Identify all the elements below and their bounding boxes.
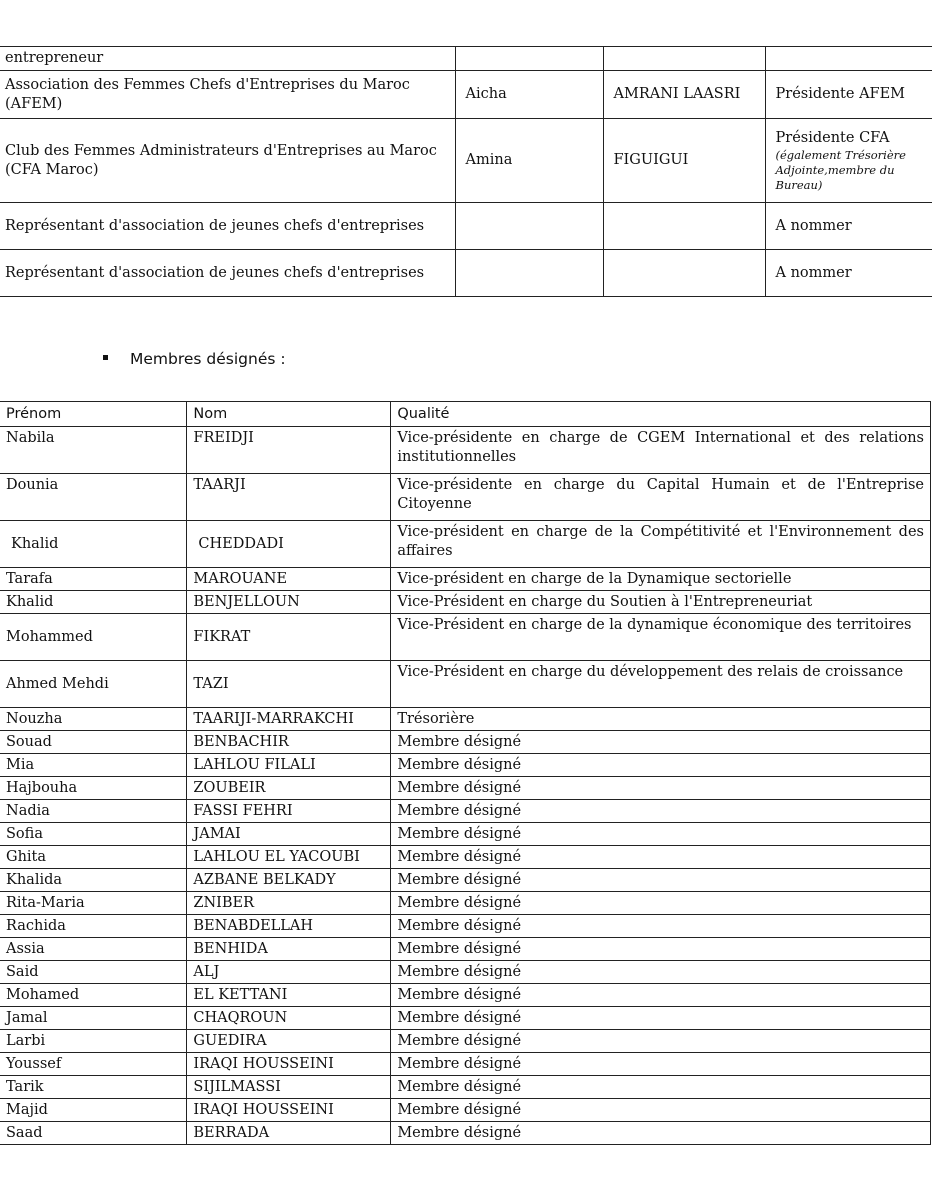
- first-name-cell: Sofia: [0, 823, 187, 846]
- first-name-cell: Jamal: [0, 1007, 187, 1030]
- role-cell: Membre désigné: [391, 915, 931, 938]
- last-name-cell: TAZI: [187, 661, 391, 708]
- section-title: Membres désignés :: [130, 350, 286, 368]
- column-header-role: Qualité: [391, 402, 931, 427]
- first-name-cell: Larbi: [0, 1030, 187, 1053]
- role-cell: Membre désigné: [391, 1030, 931, 1053]
- last-name-cell: GUEDIRA: [187, 1030, 391, 1053]
- table-row: [0, 1053, 931, 1076]
- org-cell: Club des Femmes Administrateurs d'Entreprises au Maroc (CFA Maroc): [0, 119, 455, 203]
- last-name-cell: [603, 47, 765, 71]
- org-cell: Représentant d'association de jeunes chefs d'entreprises: [0, 203, 455, 250]
- table-row: [0, 754, 931, 777]
- role-cell: Membre désigné: [391, 1053, 931, 1076]
- org-cell: Représentant d'association de jeunes chefs d'entreprises: [0, 250, 455, 297]
- last-name-cell: ALJ: [187, 961, 391, 984]
- first-name-cell: Nadia: [0, 800, 187, 823]
- first-name-cell: Nouzha: [0, 708, 187, 731]
- last-name-cell: AZBANE BELKADY: [187, 869, 391, 892]
- last-name-cell: BENBACHIR: [187, 731, 391, 754]
- role-cell: Vice-Président en charge de la dynamique économique des territoires: [391, 614, 931, 661]
- role-cell: Membre désigné: [391, 961, 931, 984]
- first-name-cell: [455, 250, 603, 297]
- first-name-cell: Aicha: [455, 71, 603, 119]
- first-name-cell: Said: [0, 961, 187, 984]
- first-name-cell: Mohamed: [0, 984, 187, 1007]
- table-row: [0, 846, 931, 869]
- first-name-cell: Khalid: [0, 521, 187, 568]
- table-row: [0, 708, 931, 731]
- role-cell: Vice-Président en charge du développement des relais de croissance: [391, 661, 931, 708]
- associations-table: [0, 46, 932, 297]
- table-row: [0, 800, 931, 823]
- first-name-cell: Assia: [0, 938, 187, 961]
- first-name-cell: Majid: [0, 1099, 187, 1122]
- role-cell: Membre désigné: [391, 846, 931, 869]
- role-cell: Vice-présidente en charge de CGEM International et des relations institutionnelles: [391, 427, 931, 474]
- table-row: [0, 731, 931, 754]
- last-name-cell: AMRANI LAASRI: [603, 71, 765, 119]
- last-name-cell: BENJELLOUN: [187, 591, 391, 614]
- table-row: [0, 47, 932, 71]
- table-row: [0, 1099, 931, 1122]
- bullet-icon: [103, 355, 108, 360]
- role-cell: Présidente AFEM: [765, 71, 932, 119]
- table-row: [0, 869, 931, 892]
- last-name-cell: TAARJI: [187, 474, 391, 521]
- role-cell: Membre désigné: [391, 1007, 931, 1030]
- table-row: [0, 1030, 931, 1053]
- last-name-cell: JAMAI: [187, 823, 391, 846]
- first-name-cell: Rita-Maria: [0, 892, 187, 915]
- table-row: [0, 474, 931, 521]
- table-row: [0, 203, 932, 250]
- last-name-cell: SIJILMASSI: [187, 1076, 391, 1099]
- role-cell: Membre désigné: [391, 984, 931, 1007]
- last-name-cell: BERRADA: [187, 1122, 391, 1145]
- table-row: [0, 250, 932, 297]
- first-name-cell: Tarik: [0, 1076, 187, 1099]
- role-title: Présidente CFA: [775, 129, 890, 146]
- first-name-cell: Rachida: [0, 915, 187, 938]
- last-name-cell: IRAQI HOUSSEINI: [187, 1099, 391, 1122]
- role-cell: Membre désigné: [391, 869, 931, 892]
- last-name-cell: FASSI FEHRI: [187, 800, 391, 823]
- header-row: [0, 402, 931, 427]
- role-cell: Vice-président en charge de la Dynamique sectorielle: [391, 568, 931, 591]
- table-row: [0, 427, 931, 474]
- role-cell: Membre désigné: [391, 938, 931, 961]
- last-name-cell: ZOUBEIR: [187, 777, 391, 800]
- role-cell: Membre désigné: [391, 1122, 931, 1145]
- role-cell: [765, 119, 932, 203]
- role-cell: Membre désigné: [391, 1099, 931, 1122]
- role-cell: Membre désigné: [391, 823, 931, 846]
- first-name-cell: Hajbouha: [0, 777, 187, 800]
- table-row: [0, 1122, 931, 1145]
- role-cell: Membre désigné: [391, 892, 931, 915]
- last-name-cell: CHAQROUN: [187, 1007, 391, 1030]
- last-name-cell: [603, 250, 765, 297]
- last-name-cell: CHEDDADI: [187, 521, 391, 568]
- table-row: [0, 568, 931, 591]
- role-cell: A nommer: [765, 203, 932, 250]
- org-cell: Association des Femmes Chefs d'Entreprises du Maroc (AFEM): [0, 71, 455, 119]
- table-row: [0, 614, 931, 661]
- role-cell: A nommer: [765, 250, 932, 297]
- first-name-cell: Ghita: [0, 846, 187, 869]
- last-name-cell: TAARIJI-MARRAKCHI: [187, 708, 391, 731]
- table-row: [0, 1007, 931, 1030]
- first-name-cell: Khalid: [0, 591, 187, 614]
- last-name-cell: MAROUANE: [187, 568, 391, 591]
- table-row: [0, 961, 931, 984]
- org-cell: entrepreneur: [0, 47, 455, 71]
- table-row: [0, 591, 931, 614]
- first-name-cell: Nabila: [0, 427, 187, 474]
- role-cell: Membre désigné: [391, 777, 931, 800]
- first-name-cell: Mia: [0, 754, 187, 777]
- last-name-cell: EL KETTANI: [187, 984, 391, 1007]
- table-row: [0, 984, 931, 1007]
- table-row: [0, 915, 931, 938]
- table-row: [0, 119, 932, 203]
- first-name-cell: Ahmed Mehdi: [0, 661, 187, 708]
- table-row: [0, 938, 931, 961]
- first-name-cell: Youssef: [0, 1053, 187, 1076]
- last-name-cell: FREIDJI: [187, 427, 391, 474]
- role-cell: Membre désigné: [391, 731, 931, 754]
- last-name-cell: ZNIBER: [187, 892, 391, 915]
- role-cell: Vice-Président en charge du Soutien à l'Entrepreneuriat: [391, 591, 931, 614]
- section-heading: [103, 350, 286, 368]
- first-name-cell: Tarafa: [0, 568, 187, 591]
- last-name-cell: [603, 203, 765, 250]
- last-name-cell: BENABDELLAH: [187, 915, 391, 938]
- role-cell: [765, 47, 932, 71]
- first-name-cell: [455, 203, 603, 250]
- column-header-last-name: Nom: [187, 402, 391, 427]
- first-name-cell: Saad: [0, 1122, 187, 1145]
- last-name-cell: LAHLOU EL YACOUBI: [187, 846, 391, 869]
- first-name-cell: Amina: [455, 119, 603, 203]
- first-name-cell: Souad: [0, 731, 187, 754]
- members-table: [0, 401, 931, 1145]
- first-name-cell: Khalida: [0, 869, 187, 892]
- last-name-cell: BENHIDA: [187, 938, 391, 961]
- column-header-first-name: Prénom: [0, 402, 187, 427]
- table-row: [0, 892, 931, 915]
- role-cell: Trésorière: [391, 708, 931, 731]
- last-name-cell: IRAQI HOUSSEINI: [187, 1053, 391, 1076]
- role-cell: Vice-président en charge de la Compétitivité et l'Environnement des affaires: [391, 521, 931, 568]
- first-name-cell: [455, 47, 603, 71]
- table-row: [0, 1076, 931, 1099]
- last-name-cell: FIKRAT: [187, 614, 391, 661]
- last-name-cell: LAHLOU FILALI: [187, 754, 391, 777]
- role-note: (également Trésorière Adjointe,membre du Bureau): [775, 147, 906, 192]
- first-name-cell: Dounia: [0, 474, 187, 521]
- role-cell: Membre désigné: [391, 800, 931, 823]
- table-row: [0, 823, 931, 846]
- last-name-cell: FIGUIGUI: [603, 119, 765, 203]
- table-row: [0, 521, 931, 568]
- role-cell: Vice-présidente en charge du Capital Humain et de l'Entreprise Citoyenne: [391, 474, 931, 521]
- table-row: [0, 71, 932, 119]
- table-row: [0, 777, 931, 800]
- table-row: [0, 661, 931, 708]
- first-name-cell: Mohammed: [0, 614, 187, 661]
- role-cell: Membre désigné: [391, 754, 931, 777]
- role-cell: Membre désigné: [391, 1076, 931, 1099]
